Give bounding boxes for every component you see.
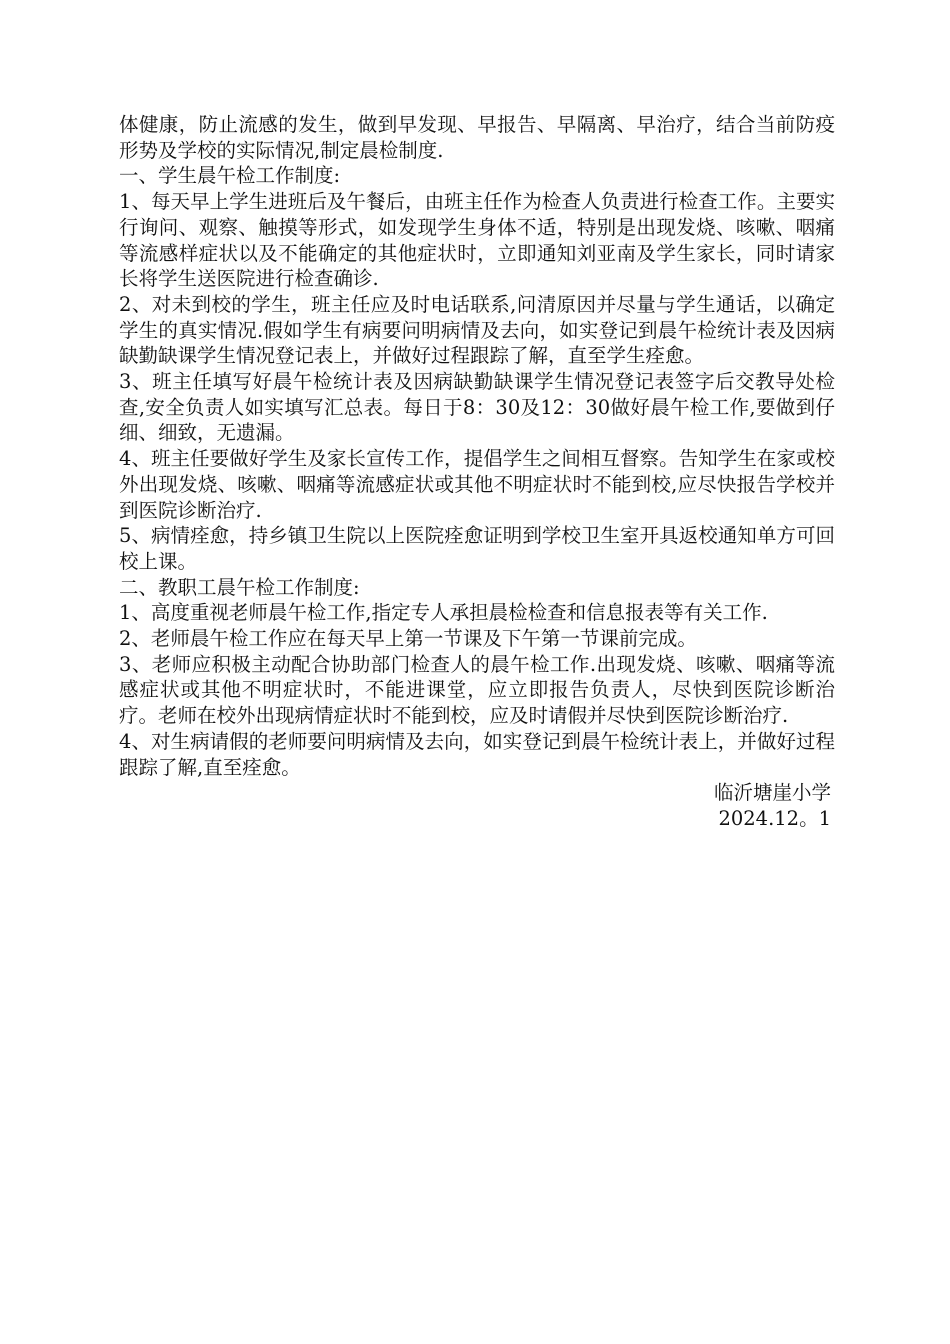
paragraph-student-rule-5: 5、病情痊愈，持乡镇卫生院以上医院痊愈证明到学校卫生室开具返校通知单方可回校上课。: [119, 524, 835, 573]
signature-school: 临沂塘崖小学: [713, 781, 831, 805]
section-heading-staff: 二、教职工晨午检工作制度:: [119, 575, 360, 599]
paragraph-staff-rule-1: 1、高度重视老师晨午检工作,指定专人承担晨检检查和信息报表等有关工作.: [119, 601, 768, 625]
paragraph-staff-rule-2: 2、老师晨午检工作应在每天早上第一节课及下午第一节课前完成。: [119, 627, 697, 651]
document-body: [119, 112, 835, 832]
paragraph-staff-rule-3: 3、老师应积极主动配合协助部门检查人的晨午检工作.出现发烧、咳嗽、咽痛等流感症状或其他不明症状时，不能进课堂，应立即报告负责人，尽快到医院诊断治疗。老师在校外出现病情症状时不能到校，应及时请假并尽快到医院诊断治疗.: [119, 652, 835, 728]
paragraph-student-rule-1: 1、每天早上学生进班后及午餐后，由班主任作为检查人负责进行检查工作。主要实行询问、观察、触摸等形式，如发现学生身体不适，特别是出现发烧、咳嗽、咽痛等流感样症状以及不能确定的其他症状时，立即通知刘亚南及学生家长，同时请家长将学生送医院进行检查确诊.: [119, 190, 835, 291]
paragraph-intro: 体健康，防止流感的发生，做到早发现、早报告、早隔离、早治疗，结合当前防疫形势及学校的实际情况,制定晨检制度.: [119, 113, 835, 162]
paragraph-student-rule-4: 4、班主任要做好学生及家长宣传工作，提倡学生之间相互督察。告知学生在家或校外出现发烧、咳嗽、咽痛等流感症状或其他不明症状时不能到校,应尽快报告学校并到医院诊断治疗.: [119, 447, 835, 522]
signature-date: 2024.12。1: [718, 806, 831, 830]
section-heading-students: 一、学生晨午检工作制度:: [119, 164, 341, 188]
paragraph-staff-rule-4: 4、对生病请假的老师要问明病情及去向，如实登记到晨午检统计表上，并做好过程跟踪了解,直至痊愈。: [119, 729, 835, 779]
paragraph-student-rule-3: 3、班主任填写好晨午检统计表及因病缺勤缺课学生情况登记表签字后交教导处检查,安全负责人如实填写汇总表。每日于8：30及12：30做好晨午检工作,要做到仔细、细致，无遗漏。: [119, 370, 835, 445]
paragraph-student-rule-2: 2、对未到校的学生，班主任应及时电话联系,问清原因并尽量与学生通话，以确定学生的真实情况.假如学生有病要问明病情及去向，如实登记到晨午检统计表及因病缺勤缺课学生情况登记表上，并做好过程跟踪了解，直至学生痊愈。: [119, 292, 835, 368]
